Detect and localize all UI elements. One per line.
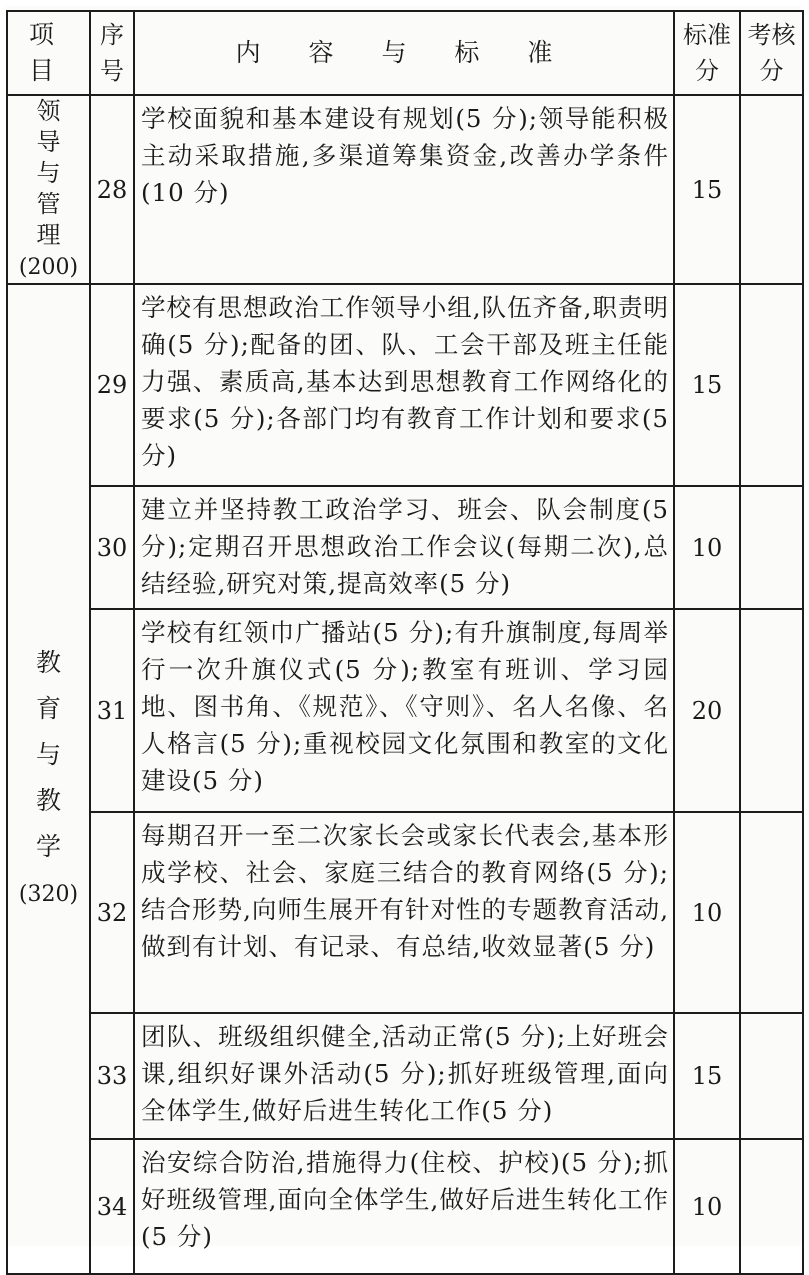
- table-row: [7, 486, 803, 609]
- header-seq: 序号: [90, 11, 134, 95]
- category-name: 领导与管理: [36, 97, 61, 249]
- category-name: 教育与教学: [35, 648, 61, 861]
- header-item: 项 目: [7, 11, 90, 95]
- row-assessed-score[interactable]: [740, 284, 803, 486]
- row-assessed-score[interactable]: [740, 609, 803, 812]
- row-assessed-score[interactable]: [740, 486, 803, 609]
- evaluation-table: [6, 10, 804, 1275]
- row-standard-score: 10: [674, 486, 740, 609]
- header-row: [7, 11, 803, 95]
- table-row: [7, 812, 803, 1013]
- row-content: 治安综合防治,措施得力(住校、护校)(5 分);抓好班级管理,面向全体学生,做好后进生转化工作(5 分): [134, 1139, 674, 1274]
- row-standard-score: 10: [674, 1139, 740, 1274]
- document-page: [6, 6, 802, 1251]
- row-standard-score: 15: [674, 95, 740, 284]
- header-content: 内 容 与 标 准: [134, 11, 674, 95]
- row-content: 建立并坚持教工政治学习、班会、队会制度(5 分);定期召开思想政治工作会议(每期二次),总结经验,研究对策,提高效率(5 分): [134, 486, 674, 609]
- table-row: [7, 609, 803, 812]
- row-number: 29: [90, 284, 134, 486]
- row-content: 学校面貌和基本建设有规划(5 分);领导能积极主动采取措施,多渠道筹集资金,改善办学条件(10 分): [134, 95, 674, 284]
- row-content: 学校有红领巾广播站(5 分);有升旗制度,每周举行一次升旗仪式(5 分);教室有班训、学习园地、图书角、《规范》、《守则》、名人名像、名人格言(5 分);重视校园文化氛围和教室的文化建设(5 分): [134, 609, 674, 812]
- row-standard-score: 15: [674, 284, 740, 486]
- category-total: (200): [18, 255, 79, 280]
- row-content: 团队、班级组织健全,活动正常(5 分);上好班会课,组织好课外活动(5 分);抓好班级管理,面向全体学生,做好后进生转化工作(5 分): [134, 1013, 674, 1139]
- table-row: [7, 1139, 803, 1274]
- row-standard-score: 10: [674, 812, 740, 1013]
- table-row: [7, 95, 803, 284]
- row-number: 34: [90, 1139, 134, 1274]
- row-number: 30: [90, 486, 134, 609]
- header-standard: 标准分: [674, 11, 740, 95]
- row-number: 33: [90, 1013, 134, 1139]
- category-cell: [7, 284, 90, 1274]
- row-standard-score: 15: [674, 1013, 740, 1139]
- row-assessed-score[interactable]: [740, 1013, 803, 1139]
- row-assessed-score[interactable]: [740, 95, 803, 284]
- row-content: 每期召开一至二次家长会或家长代表会,基本形成学校、社会、家庭三结合的教育网络(5 分);结合形势,向师生展开有针对性的专题教育活动,做到有计划、有记录、有总结,收效显著(5 分): [134, 812, 674, 1013]
- table-row: [7, 1013, 803, 1139]
- row-standard-score: 20: [674, 609, 740, 812]
- header-assess: 考核分: [740, 11, 803, 95]
- category-total: (320): [18, 882, 79, 907]
- row-content: 学校有思想政治工作领导小组,队伍齐备,职责明确(5 分);配备的团、队、工会干部及班主任能力强、素质高,基本达到思想教育工作网络化的要求(5 分);各部门均有教育工作计划和要求(5 分): [134, 284, 674, 486]
- row-number: 28: [90, 95, 134, 284]
- table-row: [7, 284, 803, 486]
- row-assessed-score[interactable]: [740, 1139, 803, 1274]
- row-number: 32: [90, 812, 134, 1013]
- row-number: 31: [90, 609, 134, 812]
- row-assessed-score[interactable]: [740, 812, 803, 1013]
- category-cell: [7, 95, 90, 284]
